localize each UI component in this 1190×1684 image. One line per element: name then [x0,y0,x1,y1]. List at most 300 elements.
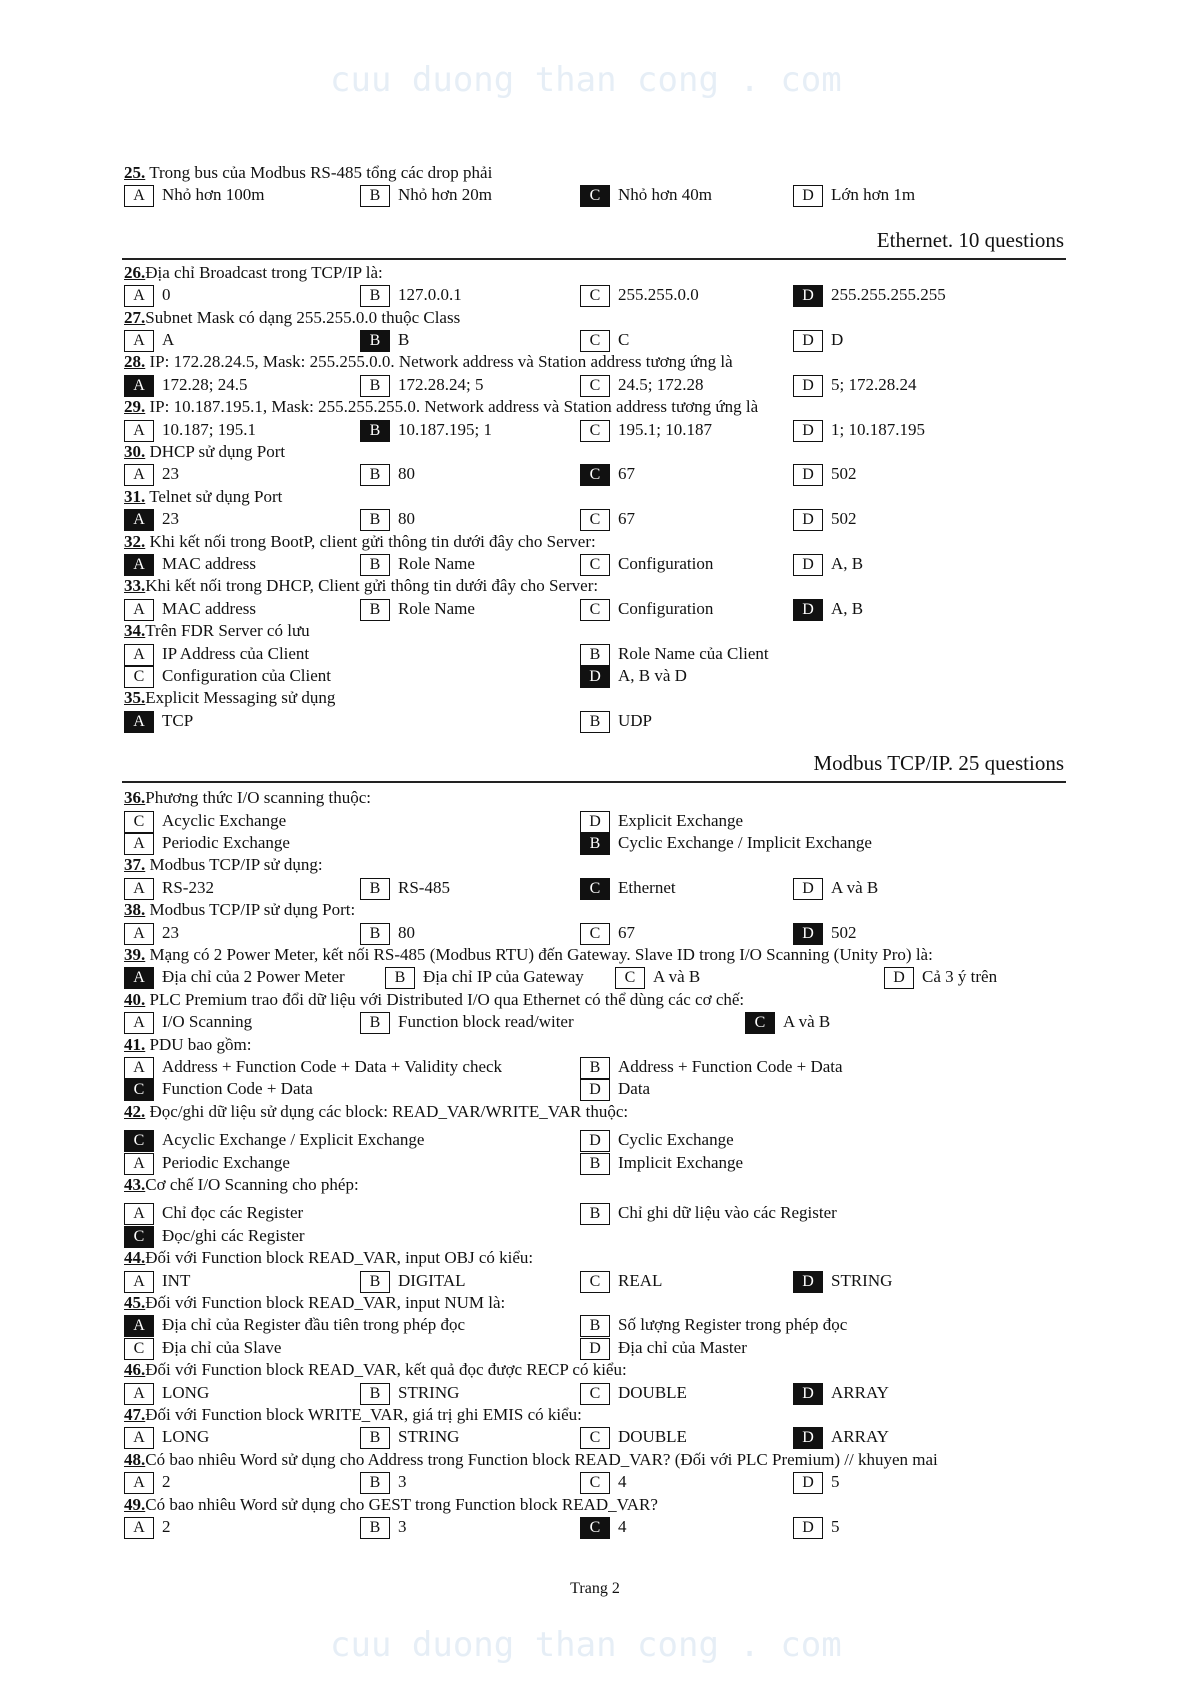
answer-option-a[interactable] [124,463,179,485]
question-number: 27. [124,307,146,327]
answer-box: A [124,1057,154,1079]
answer-text: STRING [398,1427,460,1447]
answer-box: B [360,464,390,486]
answer-option-d[interactable] [580,1129,734,1151]
answer-text: A và B [831,877,879,897]
answer-box: B [360,1517,390,1539]
answer-box: B [580,1153,610,1175]
answer-text: A và B [653,967,701,987]
answer-option-b[interactable] [385,966,584,988]
question-stem: Mạng có 2 Power Meter, kết nối RS-485 (Modbus RTU) đến Gateway. Slave ID trong I/O Scanning (Unity Pro) là: [145,945,933,964]
answer-box: A [124,878,154,900]
question-text [124,899,355,921]
answer-box: B [580,644,610,666]
section-divider [122,258,1066,260]
answer-text: 5 [831,1517,840,1536]
answer-box: D [793,1472,823,1494]
answer-text: MAC address [162,598,256,618]
answer-text: Role Name [398,554,475,573]
answer-option-d[interactable] [793,374,916,396]
answer-text: REAL [618,1270,663,1290]
answer-box: C [580,599,610,621]
answer-text: Configuration [618,554,714,573]
answer-text: TCP [162,710,194,730]
answer-box: B [580,711,610,733]
answer-box: A [124,285,154,307]
answer-option-b[interactable] [360,184,492,206]
answer-option-a[interactable] [124,1426,209,1448]
selected-answer-box: C [124,1079,154,1101]
selected-answer-box: A [124,711,154,733]
answer-box: A [124,599,154,621]
answer-text: STRING [398,1382,460,1402]
answer-text: Số lượng Register trong phép đọc [618,1315,848,1335]
answer-option-c[interactable] [580,463,635,485]
answer-box: B [360,375,390,397]
question-stem: Đối với Function block READ_VAR, input NUM là: [145,1293,506,1312]
answer-box: A [124,185,154,207]
answer-text: 23 [162,464,179,484]
answer-box: B [360,923,390,945]
answer-text: 195.1; 10.187 [618,419,712,439]
answer-text: Periodic Exchange [162,833,290,852]
answer-box: C [580,330,610,352]
question-stem: Địa chỉ Broadcast trong TCP/IP là: [145,262,383,282]
answer-box: D [580,811,610,833]
answer-option-d[interactable] [793,598,863,620]
question-number: 40. [124,989,146,1009]
answer-option-c[interactable] [580,1382,687,1404]
answer-option-a[interactable] [124,598,256,620]
question-text [124,944,933,966]
answer-text: I/O Scanning [162,1012,253,1032]
answer-box: A [124,464,154,486]
answer-box: B [360,1427,390,1449]
answer-option-b[interactable] [580,710,652,732]
answer-box: A [124,1012,154,1034]
answer-text: Đọc/ghi các Register [162,1225,305,1245]
selected-answer-box: D [793,285,823,307]
answer-text: Address + Function Code + Data [618,1057,843,1076]
question-number: 42. [124,1101,146,1121]
answer-text: Acyclic Exchange [162,810,287,830]
question-text [124,1247,533,1269]
answer-option-b[interactable] [360,1270,466,1292]
answer-option-a[interactable] [124,1471,171,1493]
answer-box: D [580,1130,610,1152]
answer-option-c[interactable] [580,877,676,899]
answer-box: B [360,1012,390,1034]
answer-box: D [793,509,823,531]
question-text [124,787,371,809]
answer-option-b[interactable] [580,1152,743,1174]
answer-option-c[interactable] [580,1426,687,1448]
answer-text: 80 [398,509,415,529]
question-text [124,307,460,329]
answer-text: Địa chỉ của Slave [162,1337,282,1357]
answer-option-b[interactable] [360,553,475,575]
answer-text: 0 [162,285,171,305]
answer-text: Implicit Exchange [618,1152,744,1172]
answer-box: C [124,1338,154,1360]
answer-option-a[interactable] [124,1056,502,1078]
answer-option-c[interactable] [580,508,635,530]
answer-option-b[interactable] [360,1382,459,1404]
answer-option-b[interactable] [360,1426,459,1448]
question-text [124,531,596,553]
answer-option-c[interactable] [580,553,713,575]
answer-option-d[interactable] [580,810,743,832]
answer-text: Ethernet [618,877,676,897]
answer-text: 2 [162,1517,171,1536]
answer-option-b[interactable] [360,508,415,530]
selected-answer-box: B [360,420,390,442]
answer-option-b[interactable] [580,832,872,854]
answer-box: D [793,1517,823,1539]
answer-option-a[interactable] [124,1202,303,1224]
answer-box: A [124,420,154,442]
question-text [124,1494,658,1516]
answer-box: C [580,1427,610,1449]
question-number: 30. [124,442,146,461]
selected-answer-box: C [745,1012,775,1034]
answer-text: 127.0.0.1 [398,285,462,305]
answer-box: B [360,509,390,531]
answer-option-b[interactable] [360,284,462,306]
answer-text: 80 [398,922,415,942]
answer-option-b[interactable] [580,643,769,665]
question-number: 44. [124,1248,146,1268]
question-stem: Subnet Mask có dạng 255.255.0.0 thuộc Class [145,307,461,327]
answer-option-c[interactable] [580,1516,627,1538]
answer-text: 24.5; 172.28 [618,374,704,394]
answer-box: C [580,1383,610,1405]
answer-option-a[interactable] [124,284,171,306]
answer-box: A [124,923,154,945]
answer-text: 502 [831,464,857,484]
question-stem: Telnet sử dụng Port [145,486,283,506]
answer-text: Function block read/witer [398,1012,574,1032]
answer-option-b[interactable] [360,463,415,485]
answer-option-b[interactable] [360,598,475,620]
question-text [124,1359,627,1381]
answer-box: D [793,464,823,486]
answer-option-d[interactable] [793,463,857,485]
answer-box: D [793,420,823,442]
answer-text: 255.255.255.255 [831,285,946,305]
selected-answer-box: D [580,666,610,688]
answer-text: Configuration [618,598,714,618]
answer-text: Acyclic Exchange / Explicit Exchange [162,1130,425,1150]
question-number: 36. [124,788,146,808]
answer-text: IP Address của Client [162,643,310,663]
question-stem: Có bao nhiêu Word sử dụng cho GEST trong Function block READ_VAR? [145,1494,658,1514]
answer-option-a[interactable] [124,508,179,530]
answer-option-c[interactable] [745,1011,830,1033]
answer-option-d[interactable] [793,553,863,575]
answer-option-a[interactable] [124,419,256,441]
answer-option-a[interactable] [124,1314,465,1336]
answer-text: 23 [162,922,179,942]
answer-option-b[interactable] [360,329,409,351]
answer-option-c[interactable] [124,1078,313,1100]
answer-option-c[interactable] [580,1471,627,1493]
question-text [124,486,282,508]
answer-box: A [124,330,154,352]
answer-text: Cyclic Exchange / Implicit Exchange [618,833,872,852]
answer-option-b[interactable] [360,922,415,944]
question-number: 41. [124,1034,146,1054]
answer-text: Địa chỉ của Register đầu tiên trong phép đọc [162,1315,466,1335]
answer-text: C [618,330,630,349]
selected-answer-box: A [124,375,154,397]
answer-option-d[interactable] [793,329,843,351]
answer-option-a[interactable] [124,1516,171,1538]
answer-option-a[interactable] [124,1152,290,1174]
answer-text: 172.28.24; 5 [398,374,484,394]
question-number: 31. [124,486,146,506]
answer-box: C [580,923,610,945]
answer-option-a[interactable] [124,832,290,854]
answer-option-c[interactable] [580,284,699,306]
answer-option-a[interactable] [124,329,174,351]
answer-text: A và B [783,1012,831,1032]
answer-text: Explicit Exchange [618,810,744,830]
question-text [124,1449,938,1471]
page-number: Trang 2 [570,1580,620,1597]
answer-option-d[interactable] [793,1270,892,1292]
answer-box: C [580,509,610,531]
answer-option-a[interactable] [124,710,193,732]
selected-answer-box: C [580,878,610,900]
selected-answer-box: C [124,1226,154,1248]
answer-box: B [580,1203,610,1225]
answer-option-d[interactable] [793,419,925,441]
answer-option-d[interactable] [793,184,915,206]
answer-option-c[interactable] [580,184,712,206]
question-stem: DHCP sử dụng Port [145,442,286,461]
answer-text: 23 [162,509,179,529]
answer-option-b[interactable] [580,1314,847,1336]
answer-box: A [124,644,154,666]
answer-option-d[interactable] [580,1078,650,1100]
question-number: 34. [124,621,146,641]
answer-text: 67 [618,509,635,529]
question-text [124,1292,505,1314]
answer-text: Địa chỉ IP của Gateway [423,967,584,987]
answer-text: Configuration của Client [162,666,332,685]
question-stem: Đọc/ghi dữ liệu sử dụng các block: READ_VAR/WRITE_VAR thuộc: [145,1101,629,1121]
question-text [124,262,383,284]
answer-option-b[interactable] [360,419,492,441]
answer-option-d[interactable] [793,877,878,899]
answer-text: 4 [618,1517,627,1536]
answer-option-a[interactable] [124,877,214,899]
answer-box: A [124,833,154,855]
answer-option-c[interactable] [124,665,331,687]
answer-option-c[interactable] [615,966,700,988]
watermark: cuu duong than cong . com [330,1625,842,1665]
answer-text: Address + Function Code + Data + Validity check [162,1057,503,1076]
answer-box: B [360,1472,390,1494]
answer-box: A [124,1383,154,1405]
answer-box: C [580,375,610,397]
answer-text: RS-485 [398,877,450,897]
answer-option-d[interactable] [793,1471,840,1493]
answer-option-c[interactable] [124,1225,305,1247]
answer-option-c[interactable] [580,374,703,396]
selected-answer-box: B [360,330,390,352]
answer-option-d[interactable] [793,922,857,944]
answer-text: 80 [398,464,415,484]
answer-box: B [360,1383,390,1405]
answer-text: 67 [618,464,635,484]
question-stem: Đối với Function block READ_VAR, input OBJ có kiểu: [145,1248,534,1268]
answer-text: Chỉ ghi dữ liệu vào các Register [618,1203,837,1223]
answer-option-a[interactable] [124,374,247,396]
question-number: 28. [124,352,146,372]
question-number: 25. [124,163,146,182]
answer-text: 1; 10.187.195 [831,419,925,439]
answer-option-c[interactable] [580,329,629,351]
answer-text: Địa chỉ của Master [618,1337,747,1357]
question-number: 46. [124,1360,146,1380]
answer-option-a[interactable] [124,643,309,665]
answer-option-c[interactable] [124,1337,281,1359]
answer-text: A, B và D [618,666,687,685]
selected-answer-box: C [580,464,610,486]
question-number: 49. [124,1494,146,1514]
selected-answer-box: A [124,1315,154,1337]
answer-option-d[interactable] [580,1337,747,1359]
answer-box: D [793,878,823,900]
selected-answer-box: D [793,599,823,621]
answer-text: DIGITAL [398,1270,466,1290]
answer-option-a[interactable] [124,184,265,206]
answer-option-b[interactable] [360,374,483,396]
answer-text: LONG [162,1382,210,1402]
answer-box: C [580,285,610,307]
answer-option-a[interactable] [124,1011,252,1033]
question-stem: Modbus TCP/IP sử dụng: [145,855,323,875]
selected-answer-box: D [793,1383,823,1405]
answer-box: B [385,967,415,989]
answer-text: 5; 172.28.24 [831,374,917,394]
answer-option-b[interactable] [360,1471,407,1493]
answer-option-c[interactable] [580,922,635,944]
answer-box: B [580,1057,610,1079]
answer-box: D [793,330,823,352]
answer-option-b[interactable] [360,877,450,899]
answer-option-a[interactable] [124,922,179,944]
question-text [124,351,733,373]
question-stem: IP: 172.28.24.5, Mask: 255.255.0.0. Network address và Station address tương ứng là [145,352,733,372]
section-header: Modbus TCP/IP. 25 questions [813,751,1064,776]
question-stem: PDU bao gồm: [145,1034,252,1054]
question-stem: Khi kết nối trong DHCP, Client gửi thông tin dưới đây cho Server: [145,576,599,596]
answer-option-d[interactable] [884,966,997,988]
answer-text: 2 [162,1472,171,1492]
answer-option-b[interactable] [580,1202,837,1224]
answer-option-d[interactable] [793,284,946,306]
answer-option-c[interactable] [124,810,286,832]
question-number: 26. [124,262,146,282]
question-text [124,989,744,1011]
answer-text: MAC address [162,554,256,573]
question-text [124,162,492,184]
question-stem: Phương thức I/O scanning thuộc: [145,788,371,808]
answer-box: A [124,1517,154,1539]
question-number: 45. [124,1293,146,1312]
answer-text: STRING [831,1270,893,1290]
answer-text: Role Name của Client [618,643,769,663]
answer-box: B [360,599,390,621]
answer-text: Cả 3 ý trên [922,967,998,987]
selected-answer-box: A [124,509,154,531]
answer-option-d[interactable] [793,1382,889,1404]
answer-box: B [580,1315,610,1337]
answer-option-c[interactable] [580,1270,662,1292]
question-text [124,441,285,463]
answer-option-a[interactable] [124,966,345,988]
answer-box: D [793,375,823,397]
watermark: cuu duong than cong . com [330,60,842,100]
answer-option-d[interactable] [793,508,857,530]
answer-text: 255.255.0.0 [618,285,699,305]
question-text [124,620,310,642]
selected-answer-box: A [124,967,154,989]
answer-option-c[interactable] [580,419,712,441]
answer-box: B [360,285,390,307]
answer-option-c[interactable] [124,1129,424,1151]
question-number: 37. [124,855,146,875]
answer-option-d[interactable] [793,1426,889,1448]
answer-box: B [360,1271,390,1293]
question-text [124,1174,359,1196]
question-number: 39. [124,945,146,964]
answer-box: C [580,554,610,576]
question-text [124,854,323,876]
answer-option-c[interactable] [580,598,713,620]
answer-option-b[interactable] [580,1056,843,1078]
answer-option-d[interactable] [793,1516,840,1538]
answer-option-a[interactable] [124,1382,209,1404]
answer-text: INT [162,1270,191,1290]
question-text [124,1034,252,1056]
answer-text: 502 [831,922,857,942]
answer-option-a[interactable] [124,553,256,575]
answer-box: D [580,1079,610,1101]
answer-box: C [124,811,154,833]
question-stem: Explicit Messaging sử dụng [145,688,336,708]
question-text [124,687,335,709]
answer-text: A, B [831,598,864,618]
answer-option-d[interactable] [580,665,687,687]
question-stem: Đối với Function block READ_VAR, kết quả đọc được RECP có kiểu: [145,1360,627,1380]
section-divider [122,781,1066,783]
answer-text: 5 [831,1472,840,1492]
answer-option-b[interactable] [360,1516,407,1538]
answer-text: Nhỏ hơn 40m [618,185,712,205]
answer-option-b[interactable] [360,1011,574,1033]
answer-box: A [124,1427,154,1449]
answer-box: C [580,1472,610,1494]
answer-text: DOUBLE [618,1382,687,1402]
answer-option-a[interactable] [124,1270,190,1292]
answer-text: Role Name [398,598,475,618]
answer-text: Cyclic Exchange [618,1130,734,1150]
question-number: 43. [124,1175,146,1194]
